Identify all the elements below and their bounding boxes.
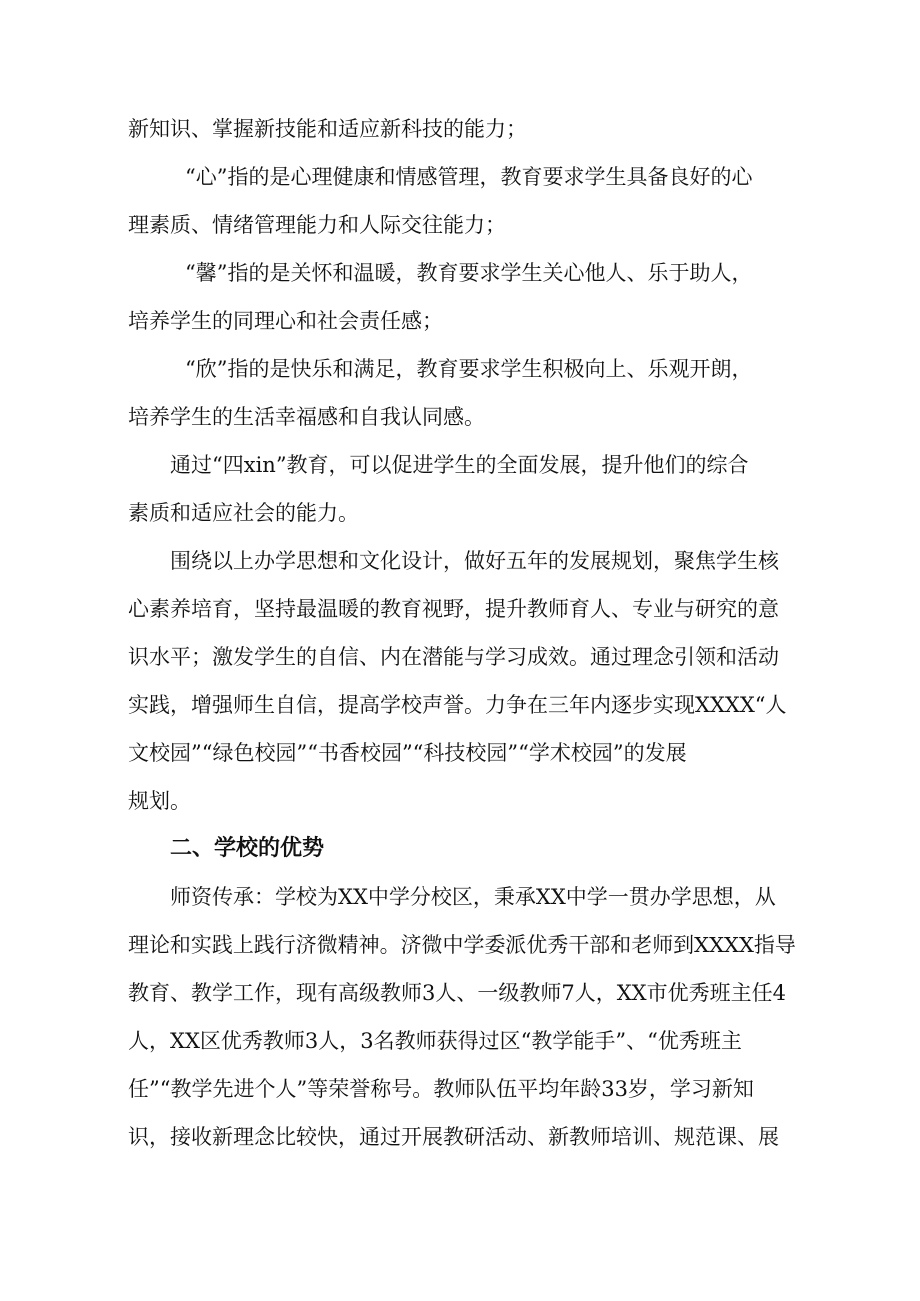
text-line: 人，XX区优秀教师3人，3名教师获得过区“教学能手”、“优秀班主: [128, 1029, 742, 1053]
text-line: 任”“教学先进个人”等荣誉称号。教师队伍平均年龄33岁，学习新知: [128, 1077, 754, 1101]
section-heading: 二、学校的优势: [170, 836, 325, 861]
text-line: 师资传承：学校为XX中学分校区，秉承XX中学一贯办学思想，从: [170, 885, 776, 909]
text-line: 实践，增强师生自信，提高学校声誉。力争在三年内逐步实现XXXX“人: [128, 693, 787, 717]
text-line: 识，接收新理念比较快，通过开展教研活动、新教师培训、规范课、展: [128, 1125, 779, 1149]
text-line: 识水平；激发学生的自信、内在潜能与学习成效。通过理念引领和活动: [128, 645, 779, 669]
text-line: 教育、教学工作，现有高级教师3人、一级教师7人，XX市优秀班主任4: [128, 981, 786, 1005]
text-line: “心”指的是心理健康和情感管理，教育要求学生具备良好的心: [185, 165, 753, 189]
text-line: 通过“四xin”教育，可以促进学生的全面发展，提升他们的综合: [170, 453, 749, 477]
text-line: 理论和实践上践行济微精神。济微中学委派优秀干部和老师到XXXX指导: [128, 933, 796, 957]
text-line: 培养学生的同理心和社会责任感；: [128, 309, 443, 333]
text-line: 理素质、情绪管理能力和人际交往能力；: [128, 213, 506, 237]
text-line: “欣”指的是快乐和满足，教育要求学生积极向上、乐观开朗，: [185, 357, 753, 381]
text-line: 心素养培育，坚持最温暖的教育视野，提升教师育人、专业与研究的意: [128, 597, 779, 621]
text-line: 新知识、掌握新技能和适应新科技的能力；: [128, 117, 527, 141]
text-line: 文校园”“绿色校园”“书香校园”“科技校园”“学术校园”的发展: [128, 741, 687, 765]
text-line: 培养学生的生活幸福感和自我认同感。: [128, 405, 485, 429]
text-line: 规划。: [128, 789, 191, 813]
text-line: “馨”指的是关怀和温暖，教育要求学生关心他人、乐于助人，: [185, 261, 753, 285]
text-line: 素质和适应社会的能力。: [128, 501, 359, 525]
text-line: 围绕以上办学思想和文化设计，做好五年的发展规划，聚焦学生核: [170, 549, 779, 573]
